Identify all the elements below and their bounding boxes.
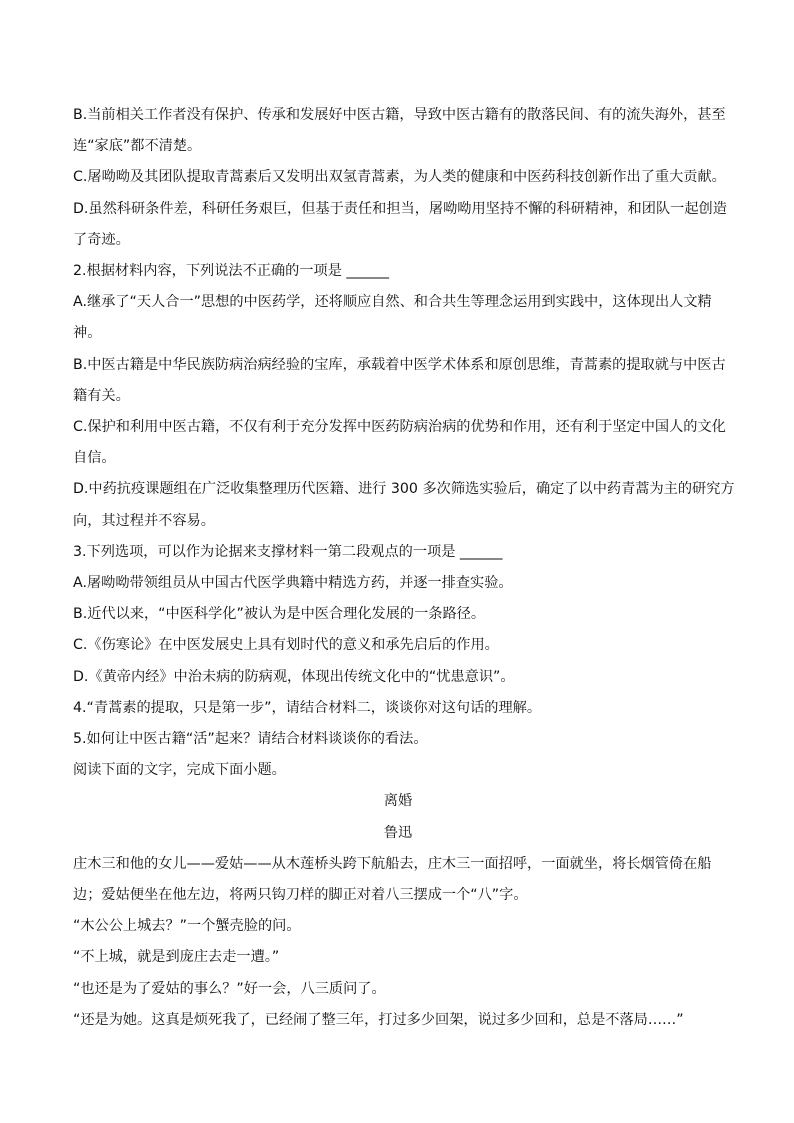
question-5: 5.如何让中医古籍“活”起来？请结合材料谈谈你的看法。 [73, 731, 428, 748]
story-line-2: 边；爱姑便坐在他左边，将两只钩刀样的脚正对着八三摆成一个“八”字。 [73, 887, 528, 904]
option-b-line-2: 连“家底”都不清楚。 [73, 138, 202, 155]
q2-option-d-line-2: 向，其过程并不容易。 [73, 512, 215, 529]
option-c-line: C.屠呦呦及其团队提取青蒿素后又发明出双氢青蒿素，为人类的健康和中医药科技创新作出了重大贡献。 [73, 169, 726, 186]
option-d-line-1: D.虽然科研条件差，科研任务艰巨，但基于责任和担当，屠呦呦用坚持不懈的科研精神，和团队一起创造 [73, 200, 727, 217]
question-3: 3.下列选项，可以作为论据来支撑材料一第二段观点的一项是 ______ [73, 543, 503, 560]
q2-option-b-line-1: B.中医古籍是中华民族防病治病经验的宝库，承载着中医学术体系和原创思维，青蒿素的提取就与中医古 [73, 356, 726, 373]
document-page [73, 100, 735, 1036]
q2-option-a-line-1: A.继承了“天人合一”思想的中医药学，还将顺应自然、和合共生等理念运用到实践中，这体现出人文精 [73, 294, 712, 311]
reading-instruction: 阅读下面的文字，完成下面小题。 [73, 762, 286, 779]
q2-option-c-line-2: 自信。 [73, 450, 116, 467]
q3-option-a: A.屠呦呦带领组员从中国古代医学典籍中精选方药，并逐一排查实验。 [73, 575, 513, 592]
option-d-line-2: 了奇迹。 [73, 231, 130, 248]
q2-option-b-line-2: 籍有关。 [73, 387, 130, 404]
story-title: 离婚 [383, 793, 413, 810]
q3-option-c: C.《伤寒论》在中医发展史上具有划时代的意义和承先启后的作用。 [73, 637, 499, 654]
option-b-line-1: B.当前相关工作者没有保护、传承和发展好中医古籍，导致中医古籍有的散落民间、有的流失海外，甚至 [73, 107, 726, 123]
story-line-6: “还是为她。这真是烦死我了，已经闹了整三年，打过多少回架，说过多少回和，总是不落局……” [73, 1011, 684, 1028]
q3-option-d: D.《黄帝内经》中治未病的防病观，体现出传统文化中的“忧患意识”。 [73, 668, 515, 685]
question-2: 2.根据材料内容，下列说法不正确的一项是 ______ [73, 263, 389, 280]
question-4: 4.“青蒿素的提取，只是第一步”，请结合材料二，谈谈你对这句话的理解。 [73, 699, 542, 716]
story-line-3: “木公公上城去？”一个蟹壳脸的问。 [73, 918, 301, 935]
story-line-5: “也还是为了爱姑的事么？”好一会，八三质问了。 [73, 980, 386, 997]
story-line-1: 庄木三和他的女儿——爱姑——从木莲桥头跨下航船去，庄木三一面招呼，一面就坐，将长烟管倚在船 [73, 855, 712, 872]
story-line-4: “不上城，就是到庞庄去走一遭。” [73, 949, 280, 966]
story-author: 鲁迅 [383, 824, 413, 841]
q2-option-d-line-1: D.中药抗疫课题组在广泛收集整理历代医籍、进行 300 多次筛选实验后，确定了以中药青蒿为主的研究方 [73, 481, 735, 498]
q2-option-c-line-1: C.保护和利用中医古籍，不仅有利于充分发挥中医药防病治病的优势和作用，还有利于坚定中国人的文化 [73, 419, 726, 436]
q2-option-a-line-2: 神。 [73, 325, 102, 342]
q3-option-b: B.近代以来，“中医科学化”被认为是中医合理化发展的一条路径。 [73, 606, 486, 623]
